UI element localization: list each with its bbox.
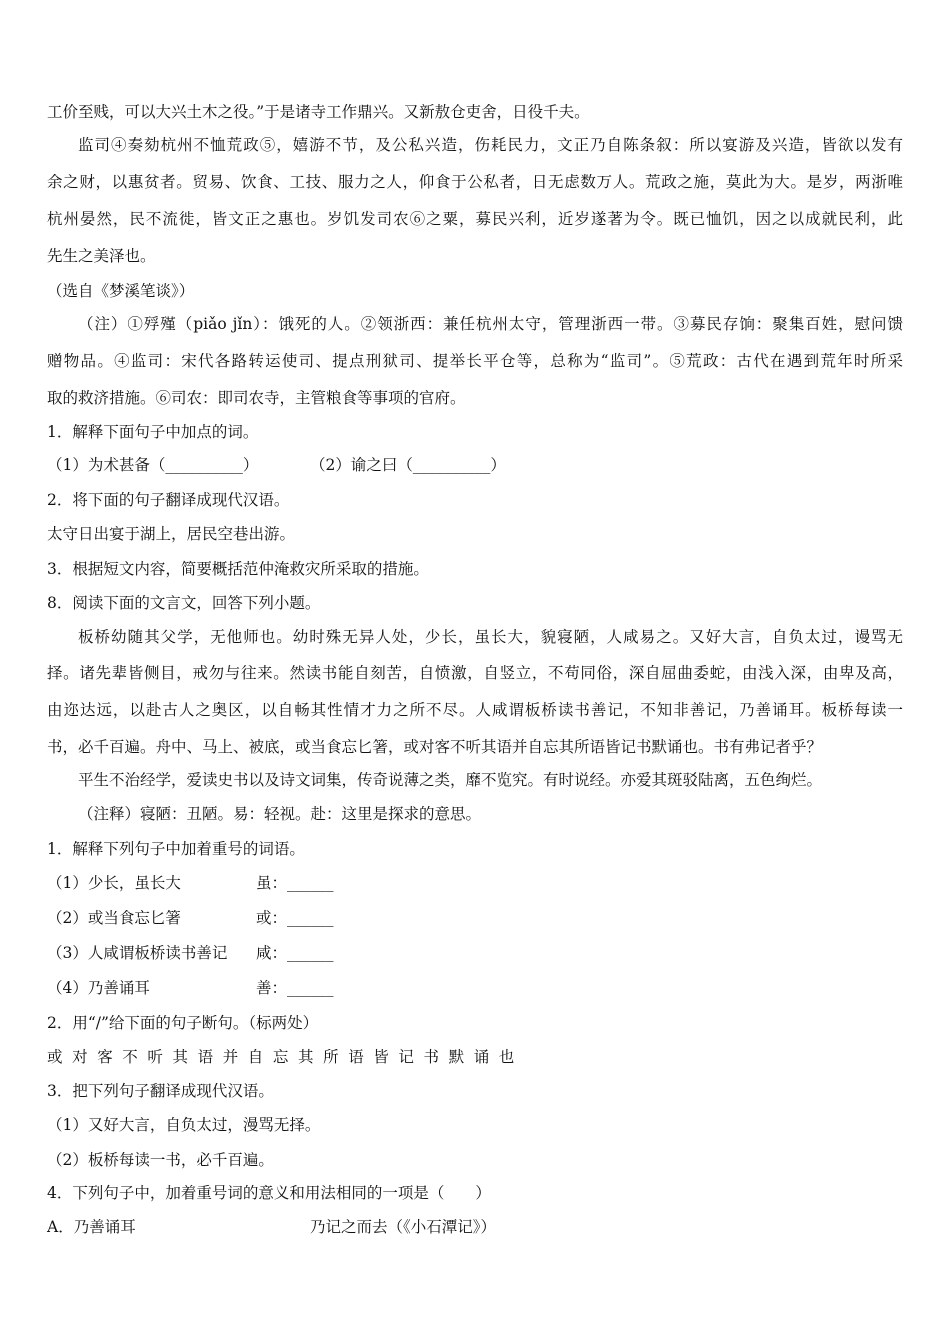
question-1-items	[47, 454, 506, 476]
passage-line: 杭州晏然，民不流徙，皆文正之惠也。岁饥发司农⑥之粟，募民兴利，近岁遂著为令。既已恤饥，因之以成就民利，此	[47, 210, 903, 228]
passage-line: 余之财，以惠贫者。贸易、饮食、工技、服力之人，仰食于公私者，日无虑数万人。荒政之施，莫此为大。是岁，两浙唯	[47, 173, 903, 191]
question-1-item	[47, 907, 334, 929]
item-phrase: （4）乃善诵耳	[47, 979, 150, 997]
question-2: 2．用“/”给下面的句子断句。（标两处）	[47, 1014, 319, 1032]
annotation-line: （注释）寝陋：丑陋。易：轻视。赴：这里是探求的意思。	[78, 805, 482, 823]
question-3: 3．根据短文内容，简要概括范仲淹救灾所采取的措施。	[47, 560, 429, 578]
option-a-right: 乃记之而去（《小石潭记》）	[310, 1218, 497, 1236]
source-citation: （选自《梦溪笔谈》）	[47, 282, 195, 300]
annotation-line: （注）①殍殣（piǎo jǐn）：饿死的人。②领浙西：兼任杭州太守，管理浙西一带。③募民存饷：聚集百姓，慰问馈	[78, 315, 903, 333]
question-1: 1．解释下列句子中加着重号的词语。	[47, 840, 305, 858]
passage-line: 由迩达远，以赴古人之奥区，以自畅其性情才力之所不尽。人咸谓板桥读书善记，不知非善记，乃善诵耳。板桥每读一	[47, 701, 903, 719]
question-2-sentence: 或对客不听其语并自忘其所语皆记书默诵也	[47, 1048, 524, 1066]
question-1-item-2: （2）谕之曰（__________）	[310, 456, 506, 474]
question-1: 1．解释下面句子中加点的词。	[47, 423, 259, 441]
passage-line: 工价至贱，可以大兴土木之役。”于是诸寺工作鼎兴。又新敖仓吏舍，日役千夫。	[47, 103, 590, 121]
question-4: 4．下列句子中，加着重号词的意义和用法相同的一项是（ ）	[47, 1184, 491, 1202]
item-answer-blank: 善：______	[256, 979, 334, 997]
passage-line: 书，必千百遍。舟中、马上、被底，或当食忘匕箸，或对客不听其语并自忘其所语皆记书默诵也。书有弗记者乎？	[47, 738, 823, 756]
item-phrase: （1）少长，虽长大	[47, 874, 181, 892]
passage-line: 择。诸先辈皆侧目，戒勿与往来。然读书能自刻苦，自愤激，自竖立，不苟同俗，深自屈曲委蛇，由浅入深，由卑及高，	[47, 664, 903, 682]
question-1-item	[47, 872, 334, 894]
section-heading: 8．阅读下面的文言文，回答下列小题。	[47, 594, 321, 612]
passage-line: 监司④奏劾杭州不恤荒政⑤，嬉游不节，及公私兴造，伤耗民力，文正乃自陈条叙：所以宴游及兴造，皆欲以发有	[78, 136, 903, 154]
annotation-line: 赠物品。④监司：宋代各路转运使司、提点刑狱司、提举长平仓等，总称为“监司”。⑤荒政：古代在遇到荒年时所采	[47, 352, 903, 370]
question-1-item	[47, 942, 334, 964]
passage-line: 先生之美泽也。	[47, 247, 156, 265]
question-1-item-1: （1）为术甚备（__________）	[47, 456, 259, 474]
question-2-sentence: 太守日出宴于湖上，居民空巷出游。	[47, 525, 296, 543]
question-3-item-1: （1）又好大言，自负太过，漫骂无择。	[47, 1116, 321, 1134]
item-answer-blank: 或：______	[256, 909, 334, 927]
passage-line: 板桥幼随其父学，无他师也。幼时殊无异人处，少长，虽长大，貌寝陋，人咸易之。又好大言，自负太过，谩骂无	[78, 628, 903, 646]
question-2: 2．将下面的句子翻译成现代汉语。	[47, 491, 290, 509]
option-a-left: A．乃善诵耳	[47, 1218, 136, 1236]
passage-line: 平生不治经学，爱读史书以及诗文词集，传奇说薄之类，靡不览究。有时说经。亦爱其斑驳陆离，五色绚烂。	[78, 771, 823, 789]
question-3-item-2: （2）板桥每读一书，必千百遍。	[47, 1151, 274, 1169]
question-3: 3．把下列句子翻译成现代汉语。	[47, 1082, 274, 1100]
item-answer-blank: 咸：______	[256, 944, 334, 962]
question-4-option-a	[47, 1216, 497, 1238]
item-phrase: （2）或当食忘匕箸	[47, 909, 181, 927]
annotation-line: 取的救济措施。⑥司农：即司农寺，主管粮食等事项的官府。	[47, 389, 466, 407]
question-1-item	[47, 977, 334, 999]
item-phrase: （3）人咸谓板桥读书善记	[47, 944, 228, 962]
item-answer-blank: 虽：______	[256, 874, 334, 892]
